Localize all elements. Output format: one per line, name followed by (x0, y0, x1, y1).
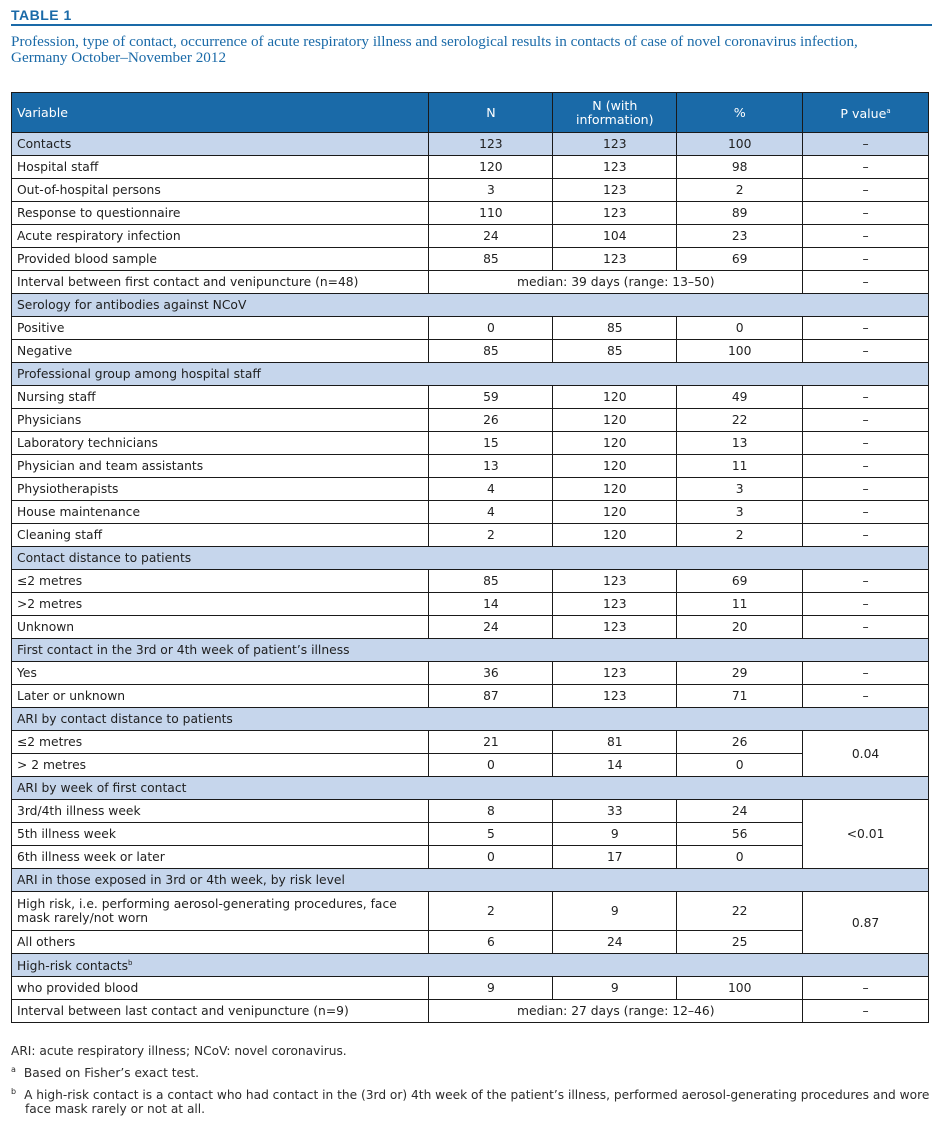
cell-n-info: 120 (553, 386, 677, 409)
cell-pct: 0 (677, 846, 803, 869)
col-header-n: N (429, 93, 553, 133)
cell-n: 110 (429, 202, 553, 225)
section-header-label: Serology for antibodies against NCoV (17, 298, 247, 312)
page (11, 0, 932, 1117)
cell-n: 5 (429, 823, 553, 846)
cell-pct: 89 (677, 202, 803, 225)
cell-variable: >2 metres (12, 593, 429, 616)
cell-p-value: – (803, 317, 929, 340)
table-row (12, 133, 929, 156)
cell-n-info: 85 (553, 317, 677, 340)
table-row (12, 202, 929, 225)
cell-variable: Cleaning staff (12, 524, 429, 547)
cell-n-info: 9 (553, 892, 677, 931)
cell-pct: 25 (677, 931, 803, 954)
cell-n: 21 (429, 731, 553, 754)
cell-pct: 13 (677, 432, 803, 455)
table-row (12, 340, 929, 363)
cell-n: 120 (429, 156, 553, 179)
cell-n: 15 (429, 432, 553, 455)
cell-pct: 3 (677, 478, 803, 501)
table-row (12, 616, 929, 639)
section-header-label: ARI by contact distance to patients (17, 712, 233, 726)
cell-variable: Physician and team assistants (12, 455, 429, 478)
cell-n: 9 (429, 977, 553, 1000)
cell-variable: Unknown (12, 616, 429, 639)
cell-pct: 2 (677, 179, 803, 202)
table-row (12, 524, 929, 547)
cell-n-info: 123 (553, 616, 677, 639)
cell-variable: Nursing staff (12, 386, 429, 409)
cell-n: 0 (429, 317, 553, 340)
cell-pct: 20 (677, 616, 803, 639)
cell-variable: Interval between last contact and venipuncture (n=9) (12, 1000, 429, 1023)
cell-p-value: – (803, 977, 929, 1000)
cell-n-info: 123 (553, 133, 677, 156)
cell-pct: 3 (677, 501, 803, 524)
section-header-cell (12, 777, 929, 800)
cell-p-value: – (803, 202, 929, 225)
cell-n: 0 (429, 846, 553, 869)
cell-p-value: – (803, 133, 929, 156)
cell-n-info: 9 (553, 977, 677, 1000)
cell-n-info: 123 (553, 570, 677, 593)
cell-n: 85 (429, 340, 553, 363)
cell-n-info: 120 (553, 501, 677, 524)
cell-variable: Physicians (12, 409, 429, 432)
table-row (12, 846, 929, 869)
cell-n: 4 (429, 501, 553, 524)
cell-p-value: – (803, 455, 929, 478)
table-row (12, 1000, 929, 1023)
section-header-cell (12, 954, 929, 977)
cell-p-value: – (803, 156, 929, 179)
section-header-label: High-risk contacts (17, 959, 129, 974)
cell-p-value: – (803, 225, 929, 248)
section-header-cell (12, 363, 929, 386)
col-header-variable: Variable (12, 93, 429, 133)
table-row (12, 977, 929, 1000)
cell-n-info: 123 (553, 202, 677, 225)
cell-n-info: 120 (553, 455, 677, 478)
cell-n-info: 33 (553, 800, 677, 823)
cell-variable: who provided blood (12, 977, 429, 1000)
cell-variable: 6th illness week or later (12, 846, 429, 869)
cell-p-value: <0.01 (803, 800, 929, 869)
cell-merged-summary: median: 27 days (range: 12–46) (429, 1000, 803, 1023)
table-row (12, 593, 929, 616)
cell-pct: 26 (677, 731, 803, 754)
cell-variable: 3rd/4th illness week (12, 800, 429, 823)
cell-n: 13 (429, 455, 553, 478)
cell-variable: Hospital staff (12, 156, 429, 179)
table-row (12, 317, 929, 340)
cell-p-value: – (803, 179, 929, 202)
table-row (12, 823, 929, 846)
table-row (12, 570, 929, 593)
table-row (12, 386, 929, 409)
section-header-row (12, 954, 929, 977)
cell-n-info: 81 (553, 731, 677, 754)
table-row (12, 478, 929, 501)
cell-n: 85 (429, 570, 553, 593)
cell-variable: Interval between first contact and venipuncture (n=48) (12, 271, 429, 294)
cell-n-info: 123 (553, 248, 677, 271)
section-header-cell (12, 639, 929, 662)
cell-p-value: 0.04 (803, 731, 929, 777)
cell-variable: Out-of-hospital persons (12, 179, 429, 202)
cell-n-info: 123 (553, 685, 677, 708)
cell-variable: Positive (12, 317, 429, 340)
section-header-row (12, 777, 929, 800)
cell-pct: 69 (677, 248, 803, 271)
cell-n: 59 (429, 386, 553, 409)
cell-pct: 29 (677, 662, 803, 685)
cell-pct: 100 (677, 133, 803, 156)
title-rule (11, 24, 932, 26)
col-header-pct: % (677, 93, 803, 133)
cell-pct: 56 (677, 823, 803, 846)
cell-p-value: – (803, 478, 929, 501)
cell-variable: > 2 metres (12, 754, 429, 777)
cell-p-value: – (803, 501, 929, 524)
cell-variable: Later or unknown (12, 685, 429, 708)
footnote-marker: b (128, 959, 133, 968)
footnote-abbreviations: ARI: acute respiratory illness; NCoV: novel coronavirus. (11, 1044, 347, 1058)
table-row (12, 248, 929, 271)
cell-p-value: – (803, 386, 929, 409)
cell-p-value: – (803, 271, 929, 294)
section-header-label: First contact in the 3rd or 4th week of patient’s illness (17, 643, 350, 657)
table-row (12, 892, 929, 931)
cell-n: 8 (429, 800, 553, 823)
cell-n: 24 (429, 225, 553, 248)
section-header-row (12, 639, 929, 662)
cell-n: 87 (429, 685, 553, 708)
section-header-cell (12, 869, 929, 892)
col-header-n-info: N (with information) (553, 93, 677, 133)
cell-pct: 71 (677, 685, 803, 708)
table-row (12, 662, 929, 685)
cell-n: 24 (429, 616, 553, 639)
cell-variable: 5th illness week (12, 823, 429, 846)
cell-n-info: 14 (553, 754, 677, 777)
table-row (12, 455, 929, 478)
cell-n-info: 24 (553, 931, 677, 954)
table-row (12, 800, 929, 823)
cell-p-value: – (803, 409, 929, 432)
cell-n: 6 (429, 931, 553, 954)
section-header-label: ARI in those exposed in 3rd or 4th week, by risk level (17, 873, 345, 887)
cell-p-value: – (803, 616, 929, 639)
section-header-row (12, 294, 929, 317)
cell-pct: 0 (677, 317, 803, 340)
cell-n-info: 104 (553, 225, 677, 248)
cell-n: 123 (429, 133, 553, 156)
cell-n-info: 123 (553, 662, 677, 685)
section-header-row (12, 363, 929, 386)
cell-n-info: 9 (553, 823, 677, 846)
section-header-cell (12, 294, 929, 317)
cell-n-info: 123 (553, 179, 677, 202)
cell-n: 2 (429, 524, 553, 547)
cell-pct: 100 (677, 977, 803, 1000)
cell-n: 26 (429, 409, 553, 432)
cell-pct: 69 (677, 570, 803, 593)
table-row (12, 931, 929, 954)
cell-pct: 22 (677, 409, 803, 432)
cell-variable: Acute respiratory infection (12, 225, 429, 248)
cell-variable: High risk, i.e. performing aerosol-generating procedures, face mask rarely/not worn (12, 892, 429, 931)
table-row (12, 685, 929, 708)
section-header-row (12, 869, 929, 892)
cell-variable: All others (12, 931, 429, 954)
cell-n: 14 (429, 593, 553, 616)
cell-variable: ≤2 metres (12, 570, 429, 593)
footnotes (11, 1044, 932, 1121)
cell-variable: Contacts (12, 133, 429, 156)
cell-n: 3 (429, 179, 553, 202)
cell-variable: Physiotherapists (12, 478, 429, 501)
table-row (12, 179, 929, 202)
section-header-cell (12, 708, 929, 731)
cell-n: 4 (429, 478, 553, 501)
cell-pct: 22 (677, 892, 803, 931)
footnote-b: $^b$ A high-risk contact is a contact who had contact in the (3rd or) 4th week of the patient’s illness, performed aerosol-generating procedures and wore face mask rarely or not at all. (11, 1087, 930, 1117)
cell-p-value: 0.87 (803, 892, 929, 954)
cell-p-value: – (803, 1000, 929, 1023)
cell-n: 36 (429, 662, 553, 685)
cell-variable: ≤2 metres (12, 731, 429, 754)
cell-p-value: – (803, 432, 929, 455)
table-label: TABLE 1 (11, 7, 72, 23)
cell-n-info: 120 (553, 432, 677, 455)
cell-merged-summary: median: 39 days (range: 13–50) (429, 271, 803, 294)
cell-pct: 24 (677, 800, 803, 823)
cell-pct: 11 (677, 455, 803, 478)
cell-variable: Provided blood sample (12, 248, 429, 271)
cell-p-value: – (803, 570, 929, 593)
cell-n: 85 (429, 248, 553, 271)
cell-p-value: – (803, 593, 929, 616)
cell-p-value: – (803, 685, 929, 708)
cell-variable: Laboratory technicians (12, 432, 429, 455)
table-body (12, 133, 929, 1023)
cell-pct: 23 (677, 225, 803, 248)
cell-variable: House maintenance (12, 501, 429, 524)
table-row (12, 731, 929, 754)
section-header-row (12, 547, 929, 570)
table-row (12, 432, 929, 455)
section-header-cell (12, 547, 929, 570)
cell-p-value: – (803, 524, 929, 547)
table-row (12, 501, 929, 524)
footnote-a: $^a$ Based on Fisher’s exact test. (11, 1065, 200, 1081)
cell-n-info: 85 (553, 340, 677, 363)
section-header-label: Contact distance to patients (17, 551, 192, 565)
cell-n-info: 120 (553, 478, 677, 501)
cell-pct: 0 (677, 754, 803, 777)
table-row (12, 754, 929, 777)
header-row (12, 93, 929, 133)
cell-p-value: – (803, 340, 929, 363)
table-row (12, 156, 929, 179)
table-row (12, 409, 929, 432)
table-row (12, 271, 929, 294)
cell-p-value: – (803, 662, 929, 685)
cell-n: 2 (429, 892, 553, 931)
cell-variable: Response to questionnaire (12, 202, 429, 225)
cell-n-info: 17 (553, 846, 677, 869)
cell-n: 0 (429, 754, 553, 777)
cell-n-info: 123 (553, 593, 677, 616)
cell-pct: 98 (677, 156, 803, 179)
cell-variable: Yes (12, 662, 429, 685)
cell-pct: 49 (677, 386, 803, 409)
data-table (11, 92, 929, 1023)
table-caption: Profession, type of contact, occurrence of acute respiratory illness and serological results in contacts of case of novel coronavirus infection, Germany October–November 2012 (11, 33, 858, 66)
col-header-p-value: P value$^a$ (803, 93, 929, 133)
cell-p-value: – (803, 248, 929, 271)
cell-pct: 100 (677, 340, 803, 363)
cell-n-info: 123 (553, 156, 677, 179)
cell-pct: 11 (677, 593, 803, 616)
cell-n-info: 120 (553, 524, 677, 547)
section-header-label: Professional group among hospital staff (17, 367, 261, 381)
section-header-row (12, 708, 929, 731)
cell-variable: Negative (12, 340, 429, 363)
cell-pct: 2 (677, 524, 803, 547)
table-row (12, 225, 929, 248)
section-header-label: ARI by week of first contact (17, 781, 187, 795)
cell-n-info: 120 (553, 409, 677, 432)
